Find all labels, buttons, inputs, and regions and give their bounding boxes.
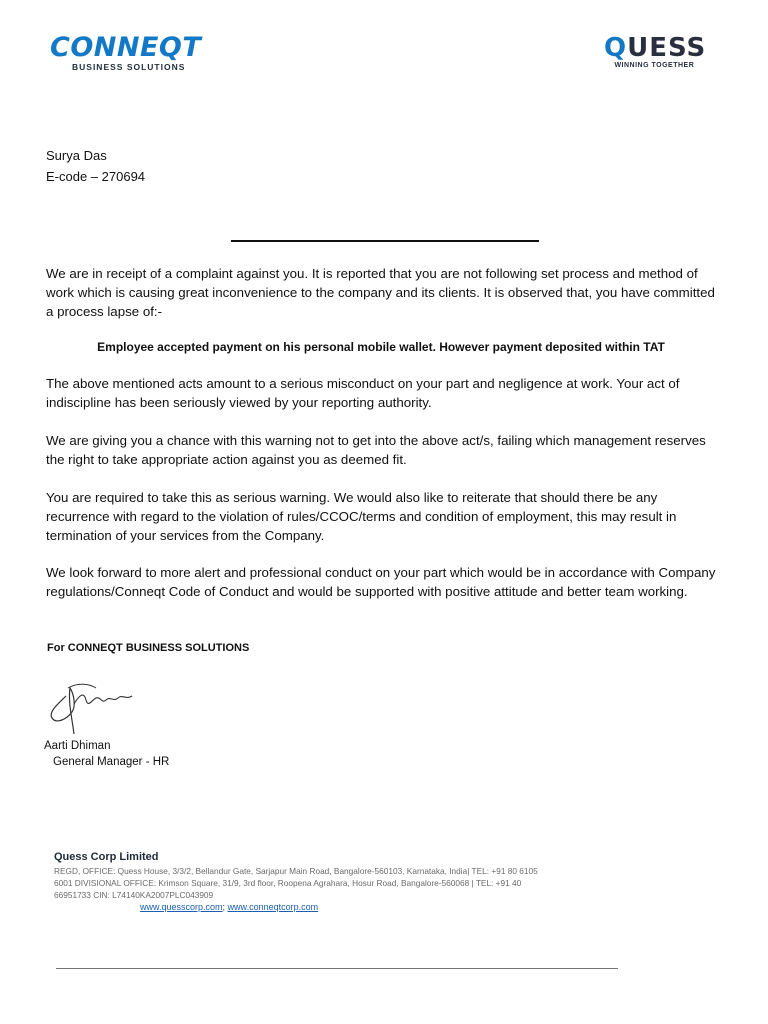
body-paragraph-2: The above mentioned acts amount to a serious misconduct on your part and negligence at work. Your act of indiscipline has been seriously viewed by your reporting authority.	[46, 376, 680, 410]
quess-logo	[604, 35, 706, 69]
footer-links	[54, 901, 614, 914]
quess-logo-rest: UESS	[627, 33, 707, 63]
footer-bottom-rule	[56, 968, 618, 969]
body-paragraph-4: You are required to take this as serious warning. We would also like to reiterate that should there be any recurrence with regard to the violation of rules/CCOC/terms and condition of employment, this may result in termination of your services from the Company.	[46, 490, 677, 543]
conneqt-logo-wordmark: CONNEQT	[50, 32, 202, 63]
footer-address-line-2: 6001 DIVISIONAL OFFICE: Krimson Square, 31/9, 3rd floor, Roopena Agrahara, Hosur Road, Bangalore-560068 | TEL: +91 40	[54, 878, 522, 888]
letter-footer	[54, 849, 614, 914]
footer-link-separator: ;	[222, 902, 226, 912]
quesscorp-link[interactable]: www.quesscorp.com	[140, 902, 223, 912]
conneqtcorp-link[interactable]: www.conneqtcorp.com	[227, 902, 319, 912]
subject-rule	[231, 240, 539, 242]
lapse-statement: Employee accepted payment on his personal mobile wallet. However payment deposited within TAT	[97, 340, 665, 354]
quess-logo-wordmark	[604, 35, 706, 61]
signer-role: General Manager - HR	[53, 756, 170, 768]
body-paragraph-3: We are giving you a chance with this warning not to get into the above act/s, failing which management reserves the right to take appropriate action against you as deemed fit.	[46, 433, 706, 467]
for-company-line: For CONNEQT BUSINESS SOLUTIONS	[47, 642, 250, 654]
quess-logo-tagline: WINNING TOGETHER	[614, 62, 695, 69]
conneqt-logo-tagline: BUSINESS SOLUTIONS	[72, 62, 186, 72]
signer-name: Aarti Dhiman	[44, 740, 111, 752]
addressee-ecode: E-code – 270694	[46, 169, 146, 184]
quess-logo-q: Q	[604, 33, 628, 63]
footer-address-line-1: REGD, OFFICE: Quess House, 3/3/2, Bellandur Gate, Sarjapur Main Road, Bangalore-560103, Karnataka, India| TEL: +91 80 6105	[54, 866, 538, 876]
footer-address-line-3: 66951733 CIN: L74140KA2007PLC043909	[54, 890, 214, 900]
footer-company-name: Quess Corp Limited	[54, 851, 159, 863]
signature-image	[44, 674, 140, 736]
body-paragraph-5: We look forward to more alert and professional conduct on your part which would be in accordance with Company regulations/Conneqt Code of Conduct and would be supported with positive attitude and better team working.	[46, 565, 716, 599]
body-paragraph-1: We are in receipt of a complaint against you. It is reported that you are not following set process and method of work which is causing great inconvenience to the company and its clients. It is observed that, you have committed a process lapse of:-	[46, 266, 715, 319]
conneqt-logo	[50, 34, 201, 72]
addressee-name: Surya Das	[46, 148, 107, 163]
signer-block	[44, 738, 169, 770]
